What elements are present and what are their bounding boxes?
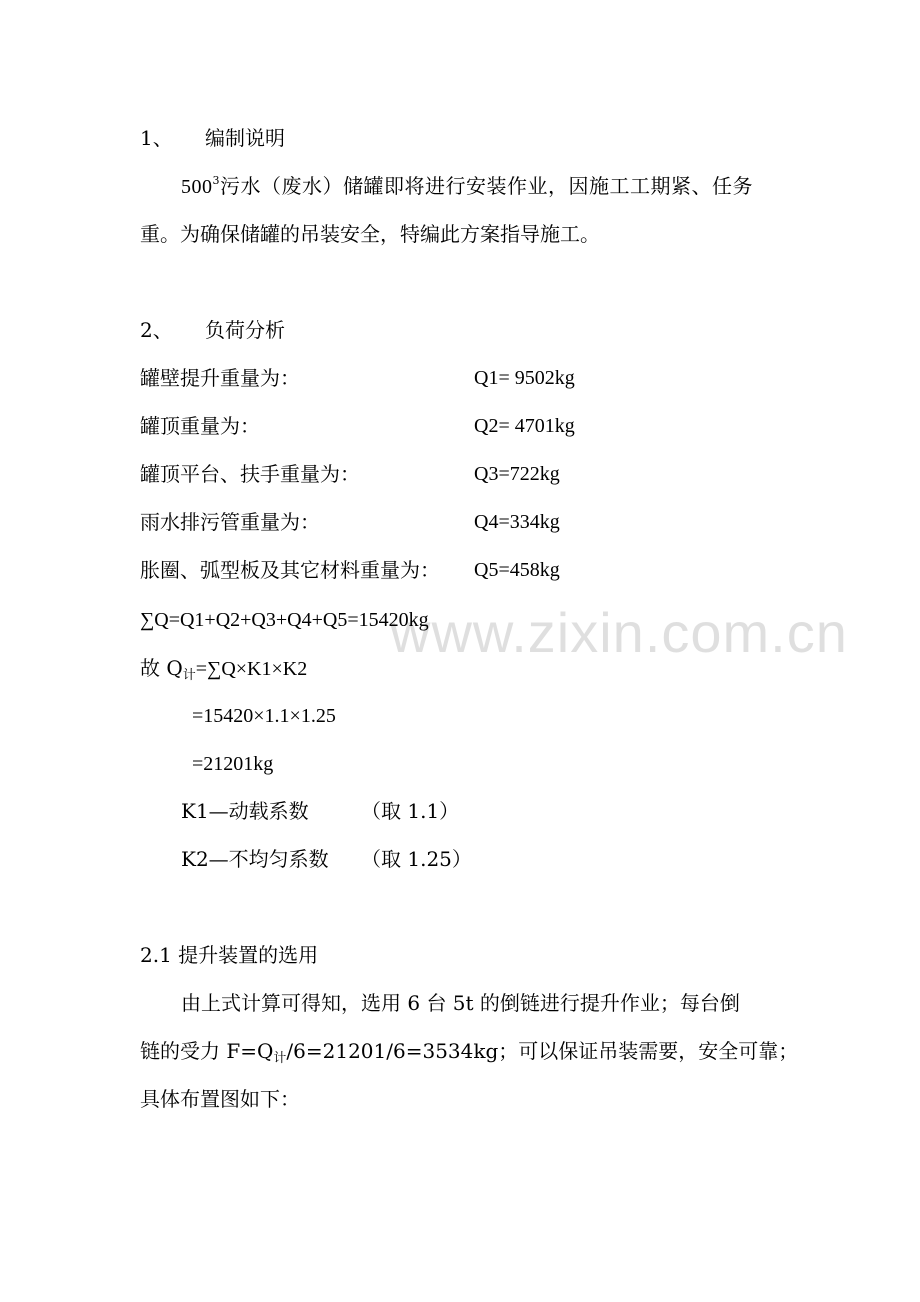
- section21-line2-subscript: 计: [273, 1051, 287, 1066]
- load-label-q2: 罐顶重量为：: [140, 414, 260, 438]
- section21-paragraph-line1: 由上式计算可得知，选用 6 台 5t 的倒链进行提升作业；每台倒: [181, 991, 740, 1015]
- tank-volume-number: 500: [181, 176, 213, 198]
- calc-rest: =∑Q×K1×K2: [195, 658, 308, 680]
- load-value-q1: Q1= 9502kg: [474, 367, 575, 389]
- calc-formula-line3: =21201kg: [192, 753, 274, 775]
- calc-formula-line1: [140, 656, 307, 681]
- section2-title: 负荷分析: [205, 318, 285, 342]
- load-value-q2: Q2= 4701kg: [474, 415, 575, 437]
- calc-formula-line2: =15420×1.1×1.25: [192, 705, 336, 727]
- watermark-text: www.zixin.com.cn: [390, 601, 848, 664]
- load-label-q1: 罐壁提升重量为：: [140, 366, 300, 390]
- k1-label: K1—动载系数: [181, 799, 309, 823]
- section21-paragraph-line2: [140, 1039, 799, 1066]
- load-label-q3: 罐顶平台、扶手重量为：: [140, 462, 360, 486]
- calc-prefix: 故 Q: [140, 656, 183, 680]
- section1-paragraph-line2: 重。为确保储罐的吊装安全，特编此方案指导施工。: [140, 222, 600, 246]
- load-sum-formula: ∑Q=Q1+Q2+Q3+Q4+Q5=15420kg: [140, 609, 429, 631]
- section2-number: 2、: [140, 318, 173, 342]
- k2-value: （取 1.25）: [361, 847, 472, 871]
- section1-title: 编制说明: [205, 126, 285, 150]
- section21-line2-part-a: 链的受力 F=Q: [140, 1039, 274, 1063]
- section1-paragraph-line1-text: 污水（废水）储罐即将进行安装作业，因施工工期紧、任务: [220, 174, 753, 198]
- section21-line2-part-b: /6=21201/6=3534kg；可以保证吊装需要，安全可靠；: [286, 1039, 799, 1063]
- section21-title: 2.1 提升装置的选用: [140, 943, 319, 967]
- section1-number: 1、: [140, 126, 173, 150]
- load-value-q3: Q3=722kg: [474, 463, 560, 485]
- section1-paragraph-line1: [181, 174, 753, 199]
- load-label-q4: 雨水排污管重量为：: [140, 510, 320, 534]
- load-value-q4: Q4=334kg: [474, 511, 560, 533]
- volume-superscript: 3: [212, 174, 220, 187]
- k2-label: K2—不均匀系数: [181, 847, 329, 871]
- section21-paragraph-line3: 具体布置图如下：: [140, 1087, 300, 1111]
- load-value-q5: Q5=458kg: [474, 559, 560, 581]
- k1-value: （取 1.1）: [361, 799, 460, 823]
- calc-subscript: 计: [182, 668, 196, 683]
- load-label-q5: 胀圈、弧型板及其它材料重量为：: [140, 558, 440, 582]
